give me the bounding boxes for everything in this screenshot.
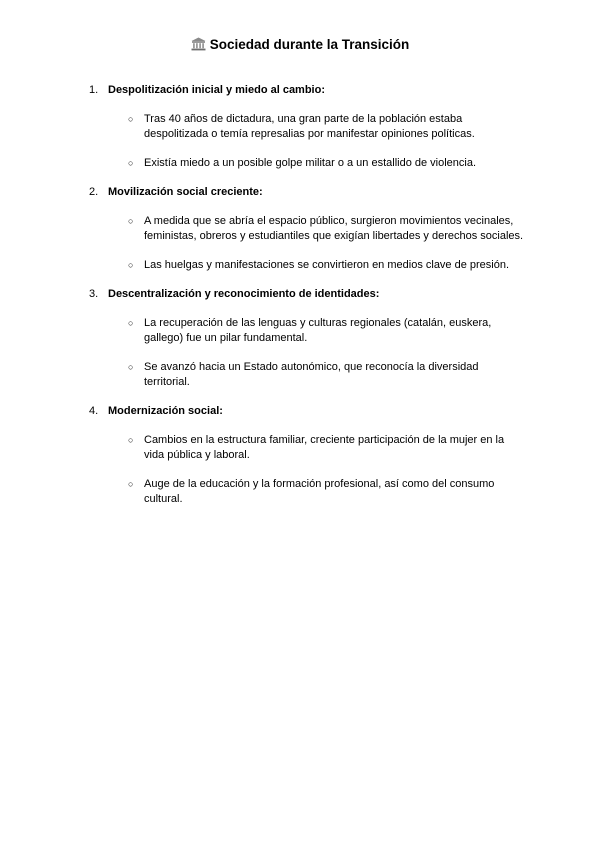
- section-2: [0, 185, 600, 273]
- list-item-text: Tras 40 años de dictadura, una gran parte de la población estaba despolitizada o temía represalias por manifestar opiniones políticas.: [144, 113, 475, 140]
- hollow-circle-bullet-icon: ○: [128, 479, 134, 489]
- list-item: [0, 112, 600, 142]
- page-title-text: Sociedad durante la Transición: [209, 37, 410, 52]
- section-title: Movilización social creciente:: [108, 186, 263, 198]
- list-item: [0, 360, 600, 390]
- list-item: [0, 433, 600, 463]
- section-title: Descentralización y reconocimiento de identidades:: [108, 288, 380, 300]
- list-item: [0, 258, 600, 273]
- hollow-circle-bullet-icon: ○: [128, 260, 134, 270]
- list-item-text: Cambios en la estructura familiar, creciente participación de la mujer en la vida pública y laboral.: [144, 434, 505, 461]
- list-item: [0, 214, 600, 244]
- list-item: [0, 156, 600, 171]
- hollow-circle-bullet-icon: ○: [128, 114, 134, 124]
- hollow-circle-bullet-icon: ○: [128, 318, 134, 328]
- section-number: 4.: [89, 405, 99, 417]
- bullet-list: [0, 200, 600, 273]
- section-number: 1.: [89, 84, 99, 96]
- hollow-circle-bullet-icon: ○: [128, 216, 134, 226]
- list-item-text: Auge de la educación y la formación profesional, así como del consumo cultural.: [144, 478, 495, 505]
- section-4: [0, 404, 600, 507]
- list-item-text: La recuperación de las lenguas y culturas regionales (catalán, euskera, gallego) fue un pilar fundamental.: [144, 317, 492, 344]
- section-list: [0, 83, 600, 521]
- bullet-list: [0, 98, 600, 171]
- section-number: 3.: [89, 288, 99, 300]
- list-item: [0, 477, 600, 507]
- section-title: Modernización social:: [108, 405, 223, 417]
- page-title: [0, 36, 600, 54]
- list-item-text: Las huelgas y manifestaciones se convirtieron en medios clave de presión.: [144, 259, 510, 271]
- classical-building-icon: [191, 37, 206, 51]
- list-item: [0, 316, 600, 346]
- section-heading: [0, 287, 600, 302]
- list-item-text: A medida que se abría el espacio público, surgieron movimientos vecinales, feministas, obreros y estudiantiles que exigían libertades y derechos sociales.: [144, 215, 524, 242]
- hollow-circle-bullet-icon: ○: [128, 158, 134, 168]
- section-3: [0, 287, 600, 390]
- section-heading: [0, 404, 600, 419]
- list-item-text: Se avanzó hacia un Estado autonómico, que reconocía la diversidad territorial.: [144, 361, 479, 388]
- hollow-circle-bullet-icon: ○: [128, 435, 134, 445]
- section-number: 2.: [89, 186, 99, 198]
- section-title: Despolitización inicial y miedo al cambio:: [108, 84, 325, 96]
- bullet-list: [0, 419, 600, 507]
- section-1: [0, 83, 600, 171]
- section-heading: [0, 83, 600, 98]
- list-item-text: Existía miedo a un posible golpe militar o a un estallido de violencia.: [144, 157, 477, 169]
- section-heading: [0, 185, 600, 200]
- bullet-list: [0, 302, 600, 390]
- hollow-circle-bullet-icon: ○: [128, 362, 134, 372]
